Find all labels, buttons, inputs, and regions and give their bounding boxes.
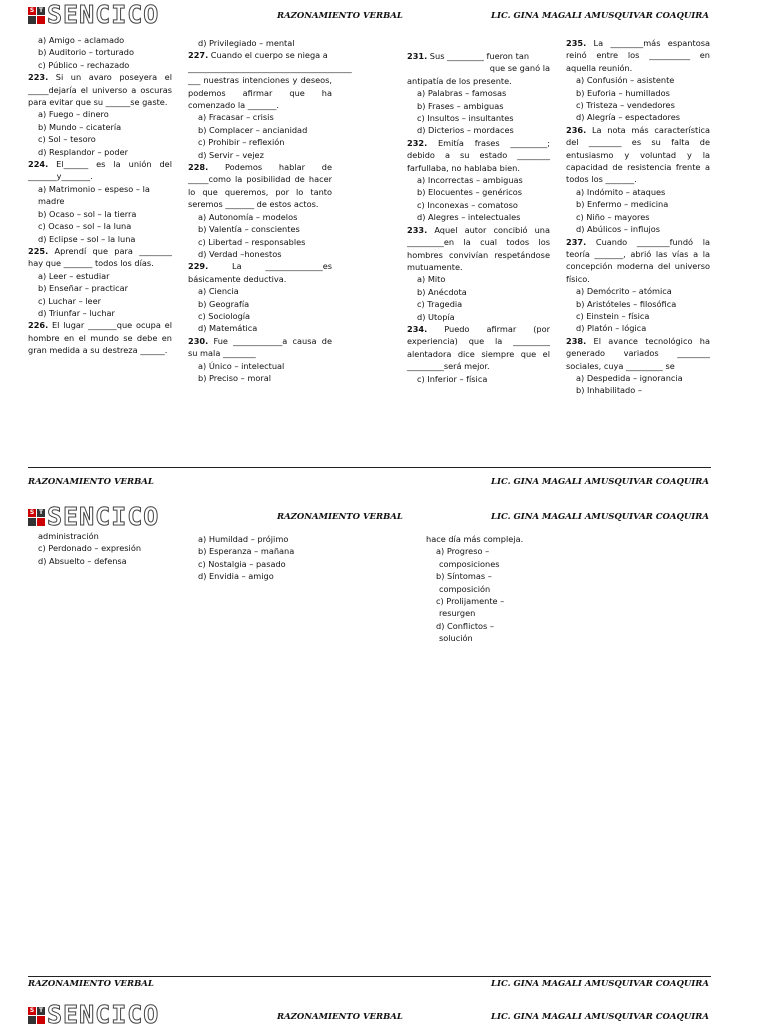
answer-option: d) Conflictos – [436, 620, 495, 631]
answer-option: a) Fuego – dinero [38, 109, 109, 120]
answer-option: d) Envidia – amigo [198, 571, 274, 582]
question-item: 225. Aprendí que para ________ hay que _______ todos los días. [28, 245, 172, 269]
answer-option: c) Libertad – responsables [198, 236, 306, 247]
question-item: 233. Aquel autor concibió una _________en la cual todos los hombres convivían respetándose mutuamente. [407, 224, 550, 272]
answer-option: a) Fracasar – crisis [198, 112, 274, 123]
question-item: 227. Cuando el cuerpo se niega a [188, 50, 328, 61]
answer-option: d) Matemática [198, 323, 258, 334]
answer-option: d) Utopía [417, 311, 455, 322]
logo-square-red-2 [37, 1016, 45, 1024]
question-item: 230. Fue ____________a causa de su mala ________ [188, 335, 332, 359]
answer-option: a) Matrimonio – espeso – la madre [38, 183, 150, 207]
question-text: ___ nuestras intenciones y deseos, podemos afirmar que ha comenzado la _______. [188, 75, 332, 111]
header-author-2: LIC. GINA MAGALI AMUSQUIVAR COAQUIRA [491, 512, 709, 522]
answer-option: b) Frases – ambiguas [417, 100, 504, 111]
answer-option: b) Anécdota [417, 286, 467, 297]
answer-option: b) Ocaso – sol – la tierra [38, 208, 137, 219]
question-number: 223. [28, 72, 49, 83]
question-item: 236. La nota más característica del ________ es su falta de entusiasmo y voluntad y la capacidad de resistencia frente a todos los _______. [566, 124, 710, 185]
answer-option: c) Nostalgia – pasado [198, 558, 286, 569]
question-item: 228. Podemos hablar de _____como la posibilidad de hacer lo que queremos, por lo tanto seremos _______ de estos actos. [188, 162, 332, 210]
answer-option: c) Ocaso – sol – la luna [38, 221, 132, 232]
answer-option: c) Sociología [198, 310, 251, 321]
answer-option: c) Perdonado – expresión [38, 543, 142, 554]
question-item: 238. El avance tecnológico ha generado variados ________ sociales, cuya _________ se [566, 335, 710, 371]
answer-option: b) Euforia – humillados [576, 87, 670, 98]
text-line: hace día más compleja. [426, 534, 524, 544]
answer-option: c) Público – rechazado [38, 59, 130, 70]
answer-option: c) Einstein – física [576, 310, 650, 321]
question-number: 229. [188, 261, 209, 272]
answer-option: c) Niño – mayores [576, 211, 650, 222]
footer-rule [28, 467, 711, 468]
answer-option: d) Servir – vejez [198, 149, 264, 160]
answer-option: b) Aristóteles – filosófica [576, 298, 677, 309]
question-number: 227. [188, 50, 209, 61]
question-item: 223. Si un avaro poseyera el _____dejaría el universo a oscuras para evitar que su ______se gaste. [28, 72, 172, 108]
question-item: 224. El______ es la unión del _______y_______. [28, 159, 172, 182]
header-title-2: RAZONAMIENTO VERBAL [277, 512, 403, 522]
logo-square-dark-2 [28, 16, 36, 24]
answer-option: a) Palabras – famosas [417, 88, 507, 99]
answer-option: a) Amigo – aclamado [38, 35, 125, 45]
logo-squares-2 [28, 509, 45, 526]
answer-option: b) Síntomas – [436, 571, 492, 582]
logo-wordmark: SENCICO [47, 1000, 160, 1029]
answer-option: d) Alegres – intelectuales [417, 212, 521, 223]
question-number: 234. [407, 323, 428, 334]
question-item: 226. El lugar _______que ocupa el hombre en el mundo se debe en gran medida a su destreza ______. [28, 320, 172, 356]
footer-author: LIC. GINA MAGALI AMUSQUIVAR COAQUIRA [491, 477, 709, 487]
header-author: LIC. GINA MAGALI AMUSQUIVAR COAQUIRA [491, 11, 709, 21]
logo-wordmark: SENCICO [47, 0, 160, 29]
logo-wordmark: SENCICO [47, 502, 160, 531]
logo-square-red: S [29, 6, 35, 14]
logo-square-dark: T [38, 1006, 44, 1014]
question-item: 229. La ______________es básicamente deductiva. [188, 261, 332, 284]
answer-option-continuation: resurgen [439, 608, 476, 619]
answer-option: c) Tragedia [417, 299, 463, 310]
question-number: 226. [28, 320, 49, 331]
question-number: 237. [566, 236, 587, 247]
answer-option-continuation: composiciones [439, 558, 500, 569]
answer-option: a) Incorrectas – ambiguas [417, 175, 523, 186]
answer-option: d) Privilegiado – mental [198, 38, 295, 48]
page1-column-4 [566, 37, 710, 397]
text-line: ________________________________________ [188, 62, 352, 73]
answer-option: b) Mundo – cicatería [38, 121, 122, 132]
answer-option: a) Demócrito – atómica [576, 286, 672, 297]
answer-option-continuation: composición [439, 583, 491, 594]
question-number: 236. [566, 124, 587, 135]
answer-option: a) Indómito – ataques [576, 186, 666, 197]
footer-author-2: LIC. GINA MAGALI AMUSQUIVAR COAQUIRA [491, 979, 709, 989]
answer-option: b) Enfermo – medicina [576, 199, 669, 210]
question-number: 232. [407, 137, 428, 148]
answer-option: d) Dicterios – mordaces [417, 125, 514, 136]
answer-option: a) Despedida – ignorancia [576, 372, 683, 383]
logo-square-red-2 [37, 518, 45, 526]
logo-squares-3 [28, 1007, 45, 1024]
header-title: RAZONAMIENTO VERBAL [277, 11, 403, 21]
logo-square-red: S [29, 508, 35, 516]
answer-option: b) Complacer – ancianidad [198, 124, 308, 135]
logo-square-dark-2 [28, 518, 36, 526]
answer-option: a) Progreso – [436, 546, 490, 557]
answer-option: c) Inconexas – comatoso [417, 199, 518, 210]
answer-option: c) Luchar – leer [38, 295, 101, 306]
question-number: 228. [188, 162, 209, 173]
answer-option: b) Geografía [198, 298, 250, 309]
answer-option: d) Verdad –honestos [198, 248, 282, 259]
question-number: 231. [407, 51, 428, 61]
text-line: antipatía de los presente. [407, 75, 512, 86]
question-number: 225. [28, 245, 49, 256]
header-title-3: RAZONAMIENTO VERBAL [277, 1012, 403, 1022]
answer-option-continuation: solución [439, 633, 473, 644]
answer-option: d) Platón – lógica [576, 323, 647, 334]
footer-title-2: RAZONAMIENTO VERBAL [28, 979, 154, 989]
answer-option: b) Inhabilitado – [576, 385, 642, 396]
page1-column-2 [188, 37, 352, 384]
logo-square-dark: T [38, 6, 44, 14]
answer-option: c) Insultos – insultantes [417, 113, 514, 124]
page2-column-2 [188, 533, 332, 583]
answer-option: d) Eclipse – sol – la luna [38, 233, 136, 244]
page2-column-1 [28, 530, 172, 567]
footer-rule-2 [28, 976, 711, 977]
question-item: 235. La ________más espantosa reinó entre los __________ en aquella reunión. [566, 38, 710, 73]
question-item: 237. Cuando ________fundó la teoría _______, abrió las vías a la concepción moderna del universo físico. [566, 236, 710, 284]
page2-column-3 [426, 533, 556, 645]
answer-option: d) Abúlicos – influjos [576, 224, 660, 235]
question-number: 224. [28, 159, 49, 170]
answer-option: b) Enseñar – practicar [38, 283, 128, 294]
answer-option: c) Tristeza – vendedores [576, 100, 675, 111]
question-number: 230. [188, 335, 209, 346]
answer-option: administración [38, 531, 99, 541]
answer-option: a) Leer – estudiar [38, 270, 110, 281]
answer-option: a) Confusión – asistente [576, 75, 675, 86]
logo-square-red: S [29, 1006, 35, 1014]
page1-column-1 [28, 34, 172, 357]
logo-square-red-2 [37, 16, 45, 24]
question-number: 233. [407, 224, 428, 235]
answer-option: b) Elocuentes – genéricos [417, 187, 523, 198]
answer-option: a) Humildad – prójimo [198, 534, 289, 544]
question-item: 232. Emitía frases _________; debido a su estado ________ farfullaba, no hablaba bien. [407, 137, 550, 173]
answer-option: a) Autonomía – modelos [198, 211, 298, 222]
question-item: 231. Sus _________ fueron tan [407, 51, 530, 61]
answer-option: b) Preciso – moral [198, 372, 272, 383]
logo-squares [28, 7, 45, 24]
answer-option: c) Sol – tesoro [38, 134, 96, 145]
answer-option: d) Triunfar – luchar [38, 307, 115, 318]
footer-title: RAZONAMIENTO VERBAL [28, 477, 154, 487]
question-item: 234. Puedo afirmar (por experiencia) que la _________ alentadora dice siempre que el _________será mejor. [407, 323, 550, 372]
answer-option: d) Alegría – espectadores [576, 112, 681, 123]
answer-option: b) Esperanza – mañana [198, 546, 295, 557]
logo-square-dark: T [38, 508, 44, 516]
answer-option: d) Resplandor – poder [38, 146, 128, 157]
question-text: que se ganó la [489, 63, 550, 74]
answer-option: a) Único – intelectual [198, 360, 285, 371]
answer-option: a) Ciencia [198, 286, 239, 297]
sencico-logo-3 [28, 1000, 160, 1029]
page1-column-3 [407, 50, 550, 385]
answer-option: c) Prolijamente – [436, 596, 505, 607]
answer-option: a) Mito [417, 274, 446, 285]
sencico-logo-2 [28, 502, 160, 531]
answer-option: b) Valentía – conscientes [198, 224, 300, 235]
sencico-logo [28, 0, 160, 29]
answer-option: b) Auditorio – torturado [38, 47, 134, 58]
answer-option: c) Inferior – física [417, 373, 488, 384]
answer-option: d) Absuelto – defensa [38, 555, 127, 566]
question-number: 235. [566, 38, 587, 48]
header-author-3: LIC. GINA MAGALI AMUSQUIVAR COAQUIRA [491, 1012, 709, 1022]
question-number: 238. [566, 335, 587, 346]
logo-square-dark-2 [28, 1016, 36, 1024]
answer-option: c) Prohibir – reflexión [198, 137, 285, 148]
